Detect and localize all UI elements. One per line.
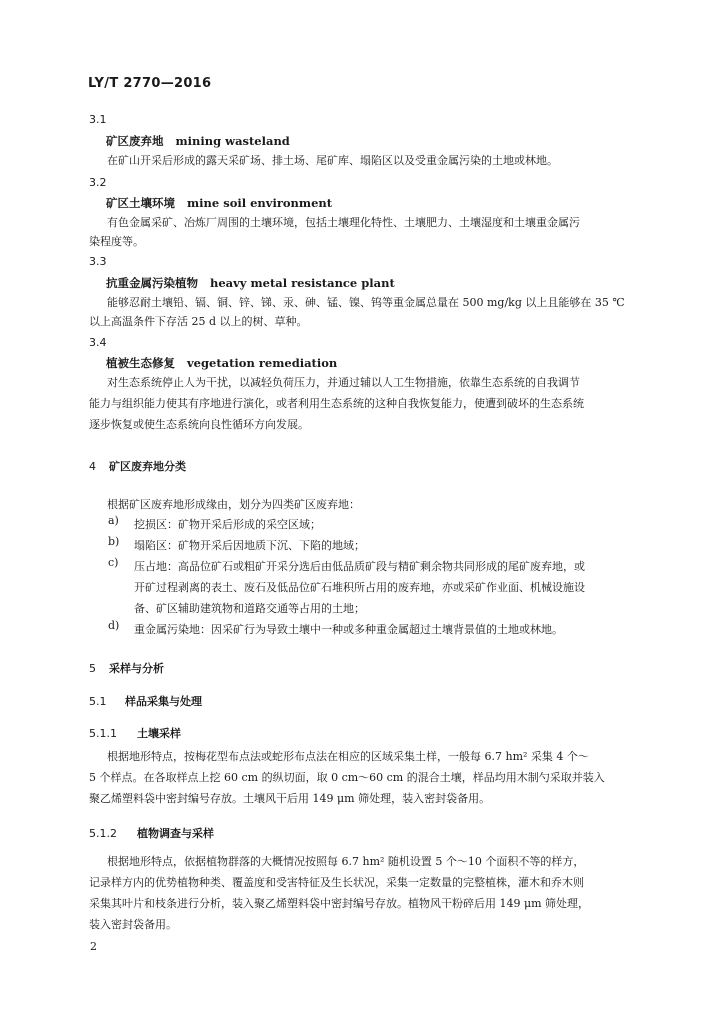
term-title-en: heavy metal resistance plant (210, 276, 395, 290)
body-line: 记录样方内的优势植物种类、覆盖度和受害特征及生长状况，采集一定数量的完整植株，灌木和乔木则 (89, 876, 584, 889)
body-line: 根据地形特点，依据植物群落的大概情况按照每 6.7 hm² 随机设置 5 个～10 个面积不等的样方， (107, 855, 585, 868)
section-title: 采样与分析 (109, 662, 164, 675)
list-label: d) (108, 619, 120, 632)
term-definition-line: 对生态系统停止人为干扰，以减轻负荷压力，并通过辅以人工生物措施，依靠生态系统的自我调节 (107, 376, 580, 389)
subsection-number: 5.1 (89, 695, 107, 708)
subsection-heading (89, 693, 202, 709)
term-definition-line: 能力与组织能力使其有序地进行演化，或者利用生态系统的这种自我恢复能力，使遭到破坏的生态系统 (89, 397, 584, 410)
subsection-title: 土壤采样 (137, 727, 181, 740)
subsection-title: 植物调查与采样 (137, 827, 214, 840)
body-line: 5 个样点。在各取样点上挖 60 cm 的纵切面，取 0 cm～60 cm 的混合土壤，样品均用木制勺采取并装入 (89, 771, 605, 784)
term-definition-line: 有色金属采矿、冶炼厂周围的土壤环境，包括土壤理化特性、土壤肥力、土壤湿度和土壤重金属污 (107, 216, 580, 229)
section-heading (89, 458, 186, 474)
standard-code: LY/T 2770—2016 (88, 76, 212, 91)
term-title-zh: 抗重金属污染植物 (106, 276, 198, 290)
list-label: c) (108, 556, 119, 569)
list-item-line: 重金属污染地：因采矿行为导致土壤中一种或多种重金属超过土壤背景值的土地或林地。 (134, 623, 563, 636)
term-definition-line: 染程度等。 (89, 235, 144, 248)
term-definition-line: 逐步恢复或使生态系统向良性循环方向发展。 (89, 418, 309, 431)
list-item-line: 挖损区：矿物开采后形成的采空区域； (134, 518, 321, 531)
body-line: 根据地形特点，按梅花型布点法或蛇形布点法在相应的区域采集土样，一般每 6.7 hm² 采集 4 个～ (107, 750, 589, 763)
section-number: 4 (89, 460, 96, 473)
section-intro: 根据矿区废弃地形成缘由，划分为四类矿区废弃地： (107, 498, 360, 511)
term-title-zh: 植被生态修复 (106, 356, 175, 370)
list-label: b) (108, 535, 120, 548)
section-title: 矿区废弃地分类 (109, 460, 186, 473)
section-number: 5 (89, 662, 96, 675)
body-line: 装入密封袋备用。 (89, 918, 177, 931)
term-title (106, 133, 290, 149)
term-title-en: vegetation remediation (187, 356, 338, 370)
term-number: 3.4 (89, 336, 107, 349)
term-definition-line: 能够忍耐土壤铅、镉、铜、锌、锑、汞、砷、锰、镍、钨等重金属总量在 500 mg/kg 以上且能够在 35 ℃ (107, 296, 625, 309)
term-title (106, 195, 332, 211)
list-item-line: 开矿过程剥离的表土、废石及低品位矿石堆积所占用的废弃地，亦或采矿作业面、机械设施设 (134, 581, 585, 594)
page-number: 2 (90, 940, 97, 953)
term-definition-line: 在矿山开采后形成的露天采矿场、排土场、尾矿库、塌陷区以及受重金属污染的土地或林地。 (107, 154, 558, 167)
subsection-heading (89, 725, 181, 741)
subsection-title: 样品采集与处理 (125, 695, 202, 708)
list-label: a) (108, 514, 119, 527)
body-line: 采集其叶片和枝条进行分析，装入聚乙烯塑料袋中密封编号存放。植物风干粉碎后用 149 μm 筛处理， (89, 897, 590, 910)
list-item-line: 压占地：高品位矿石或粗矿开采分选后由低品质矿段与精矿剩余物共同形成的尾矿废弃地，或 (134, 560, 585, 573)
subsection-number: 5.1.1 (89, 727, 117, 740)
section-heading (89, 660, 164, 676)
term-title-zh: 矿区土壤环境 (106, 196, 175, 210)
term-number: 3.2 (89, 176, 107, 189)
term-number: 3.3 (89, 255, 107, 268)
body-line: 聚乙烯塑料袋中密封编号存放。土壤风干后用 149 μm 筛处理，装入密封袋备用。 (89, 792, 491, 805)
list-item-line: 备、矿区辅助建筑物和道路交通等占用的土地； (134, 602, 365, 615)
term-title (106, 275, 395, 291)
subsection-heading (89, 825, 214, 841)
term-number: 3.1 (89, 113, 107, 126)
subsection-number: 5.1.2 (89, 827, 117, 840)
term-title-en: mine soil environment (187, 196, 333, 210)
term-definition-line: 以上高温条件下存活 25 d 以上的树、草种。 (89, 315, 308, 328)
term-title-en: mining wasteland (175, 134, 290, 148)
list-item-line: 塌陷区：矿物开采后因地质下沉、下陷的地域； (134, 539, 365, 552)
term-title-zh: 矿区废弃地 (106, 134, 164, 148)
term-title (106, 355, 337, 371)
